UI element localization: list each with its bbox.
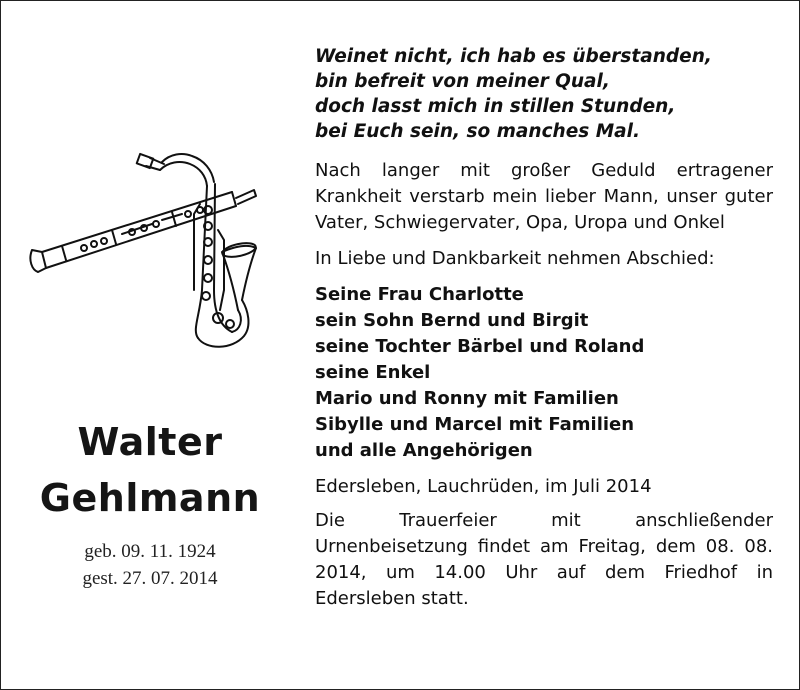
intro-paragraph: Nach langer mit großer Geduld ertragener Krankheit verstarb mein lieber Mann, unser guter Vater, Schwiegervater, Opa, Uropa und Onkel xyxy=(315,160,773,233)
right-column xyxy=(315,44,773,612)
poem-line: bei Euch sein, so manches Mal. xyxy=(315,121,640,142)
poem-line: bin befreit von meiner Qual, xyxy=(315,71,610,92)
poem-line: doch lasst mich in stillen Stunden, xyxy=(315,96,676,117)
mourner-entry: seine Enkel xyxy=(315,362,431,383)
mourner-entry: sein Sohn Bernd und Birgit xyxy=(315,310,589,331)
saxophone-and-clarinet-icon xyxy=(22,140,262,355)
left-column xyxy=(0,0,300,690)
mourner-entry: und alle Angehörigen xyxy=(315,440,533,461)
mourner-entry: seine Tochter Bärbel und Roland xyxy=(315,336,645,357)
mourner-entry: Seine Frau Charlotte xyxy=(315,284,524,305)
mourners-list xyxy=(315,282,773,464)
deceased-first-name: Walter xyxy=(77,420,223,464)
birth-date: geb. 09. 11. 1924 xyxy=(84,541,216,562)
funeral-paragraph: Die Trauerfeier mit anschließender Urnenbeisetzung findet am Freitag, dem 08. 08. 2014, um 14.00 Uhr auf dem Friedhof in Edersleben statt. xyxy=(315,510,773,609)
death-date: gest. 27. 07. 2014 xyxy=(82,568,218,589)
poem xyxy=(315,44,773,144)
mourner-entry: Mario und Ronny mit Familien xyxy=(315,388,619,409)
deceased-last-name: Gehlmann xyxy=(39,476,261,520)
mourner-entry: Sibylle und Marcel mit Familien xyxy=(315,414,635,435)
place-date: Edersleben, Lauchrüden, im Juli 2014 xyxy=(315,476,652,497)
farewell-line: In Liebe und Dankbarkeit nehmen Abschied: xyxy=(315,248,715,269)
poem-line: Weinet nicht, ich hab es überstanden, xyxy=(315,46,712,67)
